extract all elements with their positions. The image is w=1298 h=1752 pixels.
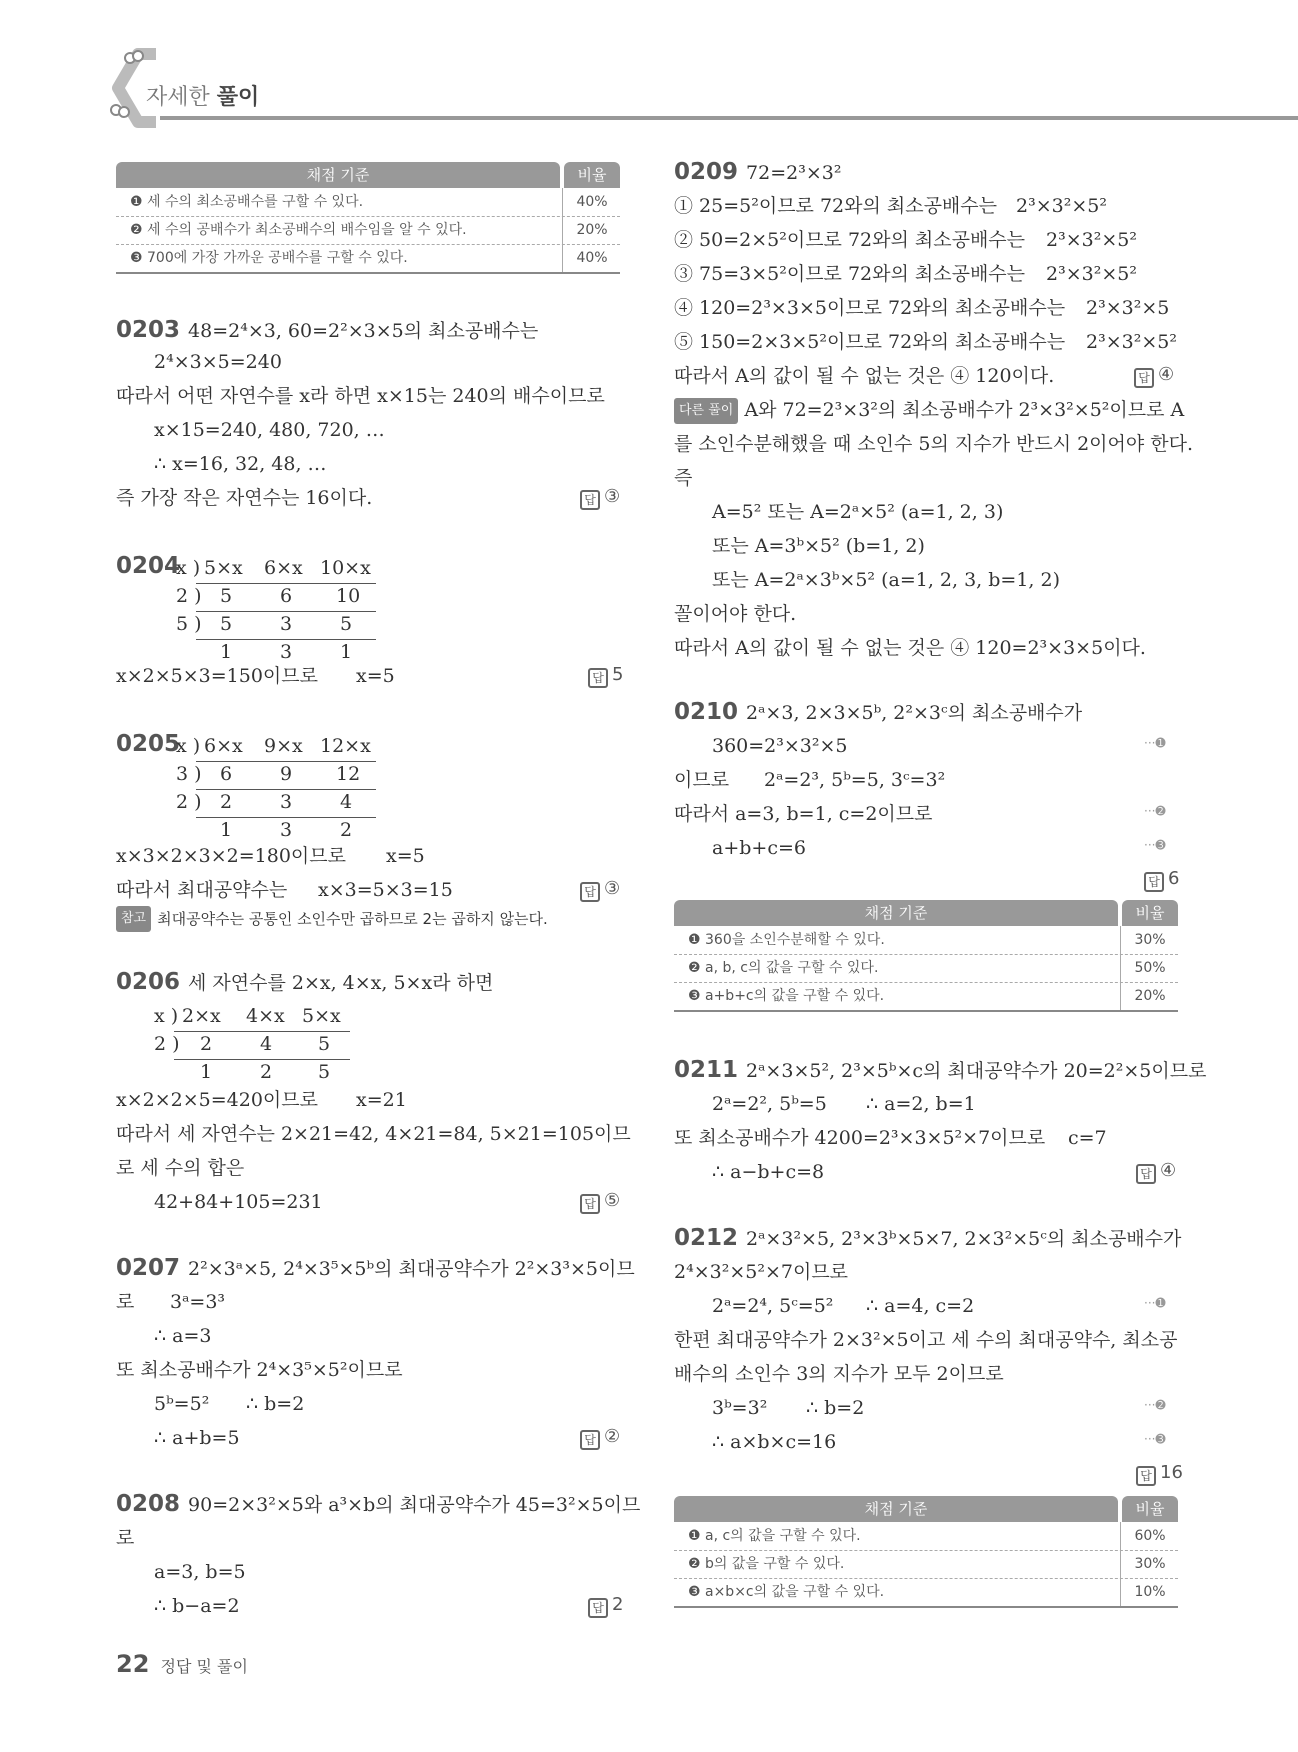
problem-0209-line6: 따라서 A의 값이 될 수 없는 것은 ④ 120이다. bbox=[674, 365, 1055, 387]
problem-0209-option3: ③ 75=3×5²이므로 72와의 최소공배수는 bbox=[674, 263, 1026, 285]
problem-0212-line1: 0212 2ᵃ×3²×5, 2³×3ᵇ×5×7, 2×3²×5ᶜ의 최소공배수가 bbox=[674, 1225, 1182, 1251]
problem-0205-line2: 따라서 최대공약수는 bbox=[116, 879, 288, 901]
step-marker-1: ···➊ bbox=[1144, 1296, 1166, 1310]
division-0204-divisor: 5 ) bbox=[176, 613, 202, 635]
division-0206-cell: 4 bbox=[260, 1033, 273, 1055]
table-header-criteria: 채점 기준 bbox=[674, 1496, 1118, 1522]
step-marker-3: ···➌ bbox=[1144, 838, 1166, 852]
page-footer bbox=[116, 1650, 248, 1678]
problem-0206-line2: 따라서 세 자연수는 2×21=42, 4×21=84, 5×21=105이므 bbox=[116, 1123, 631, 1145]
answer-0205: 답 ③ bbox=[580, 878, 620, 902]
problem-0212-line4: 한편 최대공약수가 2×3²×5이고 세 수의 최대공약수, 최소공 bbox=[674, 1329, 1178, 1351]
footer-label: 정답 및 풀이 bbox=[160, 1657, 248, 1676]
division-0204-cell: 3 bbox=[280, 641, 293, 663]
step-marker-1: ···➊ bbox=[1144, 736, 1166, 750]
problem-0208-line1: 0208 90=2×3²×5와 a³×b의 최대공약수가 45=3²×5이므 bbox=[116, 1491, 641, 1517]
table-divider bbox=[1120, 1522, 1121, 1606]
problem-0211-line3: 또 최소공배수가 4200=2³×3×5²×7이므로 bbox=[674, 1127, 1046, 1149]
division-0205-cell: 9×x bbox=[264, 735, 303, 757]
answer-0206: 답 ⑤ bbox=[580, 1190, 620, 1214]
problem-0206-line3: 로 세 수의 합은 bbox=[116, 1157, 245, 1179]
division-0205-divisor: 3 ) bbox=[176, 763, 202, 785]
division-0206-cell: 2 bbox=[260, 1061, 273, 1083]
problem-0209-option2-result: 2³×3²×5² bbox=[1046, 229, 1137, 251]
answer-0207: 답 ② bbox=[580, 1426, 620, 1450]
division-0204-cell: 5 bbox=[220, 613, 233, 635]
problem-0207-line1: 0207 2²×3ᵃ×5, 2⁴×3⁵×5ᵇ의 최대공약수가 2²×3³×5이므 bbox=[116, 1255, 635, 1281]
problem-0204-number: 0204 bbox=[116, 553, 181, 579]
problem-0212-line3b: ∴ a=4, c=2 bbox=[866, 1295, 975, 1317]
division-0205-cell: 9 bbox=[280, 763, 293, 785]
division-0206-divisor: 2 ) bbox=[154, 1033, 180, 1055]
division-0204-cell: 6 bbox=[280, 585, 293, 607]
problem-0209-option1: ① 25=5²이므로 72와의 최소공배수는 bbox=[674, 195, 997, 217]
problem-0209-alt5: 또는 A=3ᵇ×5² (b=1, 2) bbox=[712, 535, 925, 557]
problem-0206-line0: 0206 세 자연수를 2×x, 4×x, 5×x라 하면 bbox=[116, 969, 494, 995]
page-number: 22 bbox=[116, 1650, 150, 1678]
problem-0204-line1b: x=5 bbox=[356, 665, 395, 687]
problem-0203-line4: x×15=240, 480, 720, … bbox=[154, 419, 385, 441]
page-header bbox=[0, 0, 1298, 150]
division-0204-divisor: 2 ) bbox=[176, 585, 202, 607]
problem-0209-option2: ② 50=2×5²이므로 72와의 최소공배수는 bbox=[674, 229, 1026, 251]
problem-0210-line3: 이므로 bbox=[674, 769, 730, 791]
division-0204-cell: 6×x bbox=[264, 557, 303, 579]
problem-0211-line4: ∴ a−b+c=8 bbox=[712, 1161, 825, 1183]
problem-0210-line3b: 2ᵃ=2³, 5ᵇ=5, 3ᶜ=3² bbox=[764, 769, 946, 791]
problem-0209-alt2: 를 소인수분해했을 때 소인수 5의 지수가 반드시 2이어야 한다. bbox=[674, 433, 1194, 455]
problem-0206-line1b: x=21 bbox=[356, 1089, 407, 1111]
table-header-ratio: 비율 bbox=[1122, 1496, 1178, 1522]
division-0205-cell: 4 bbox=[340, 791, 353, 813]
problem-0210-line2: 360=2³×3²×5 bbox=[712, 735, 848, 757]
grading-table-0210 bbox=[674, 900, 1178, 1012]
division-0205-cell: 2 bbox=[340, 819, 353, 841]
problem-0209-option3-result: 2³×3²×5² bbox=[1046, 263, 1137, 285]
answer-0210: 답 6 bbox=[1144, 868, 1179, 892]
table-header-criteria: 채점 기준 bbox=[116, 162, 560, 188]
division-0204-cell: 5 bbox=[220, 585, 233, 607]
table-row: ❸ a+b+c의 값을 구할 수 있다. 20% bbox=[674, 982, 1178, 1012]
problem-0209-alt6: 또는 A=2ᵃ×3ᵇ×5² (a=1, 2, 3, b=1, 2) bbox=[712, 569, 1060, 591]
problem-0207-line5: 5ᵇ=5² bbox=[154, 1393, 210, 1415]
problem-0207-line3: ∴ a=3 bbox=[154, 1325, 212, 1347]
problem-0205-number: 0205 bbox=[116, 731, 181, 757]
problem-0212-line6: 3ᵇ=3² bbox=[712, 1397, 768, 1419]
division-0206-cell: 5 bbox=[318, 1061, 331, 1083]
answer-0211: 답 ④ bbox=[1136, 1160, 1176, 1184]
division-0206-cell: 1 bbox=[200, 1061, 213, 1083]
division-0206-cell: 2×x bbox=[182, 1005, 221, 1027]
problem-0211-line1: 0211 2ᵃ×3×5², 2³×5ᵇ×c의 최대공약수가 20=2²×5이므로 bbox=[674, 1057, 1207, 1083]
problem-0207-line5b: ∴ b=2 bbox=[246, 1393, 305, 1415]
division-0206-cell: 2 bbox=[200, 1033, 213, 1055]
problem-0203-line3: 따라서 어떤 자연수를 x라 하면 x×15는 240의 배수이므로 bbox=[116, 385, 605, 407]
problem-0208-line2: 로 bbox=[116, 1527, 135, 1549]
division-0205-cell: 2 bbox=[220, 791, 233, 813]
table-row: ❶ a, c의 값을 구할 수 있다. 60% bbox=[674, 1522, 1178, 1551]
division-0205-cell: 3 bbox=[280, 791, 293, 813]
problem-0206-line1: x×2×2×5=420이므로 bbox=[116, 1089, 318, 1111]
division-0205-cell: 12×x bbox=[320, 735, 371, 757]
answer-0212: 답 16 bbox=[1136, 1462, 1183, 1486]
problem-0212-line3: 2ᵃ=2⁴, 5ᶜ=5² bbox=[712, 1295, 834, 1317]
division-0206-cell: 4×x bbox=[246, 1005, 285, 1027]
problem-0204-line1: x×2×5×3=150이므로 bbox=[116, 665, 318, 687]
answer-0208: 답 2 bbox=[588, 1594, 623, 1618]
step-marker-3: ···➌ bbox=[1144, 1432, 1166, 1446]
problem-0209-alt3: 즉 bbox=[674, 467, 693, 489]
division-0204-cell: 5×x bbox=[204, 557, 243, 579]
table-row: ❶ 세 수의 최소공배수를 구할 수 있다. 40% bbox=[116, 188, 620, 217]
table-header-ratio: 비율 bbox=[1122, 900, 1178, 926]
problem-0212-line5: 배수의 소인수 3의 지수가 모두 2이므로 bbox=[674, 1363, 1004, 1385]
problem-0210-line5: a+b+c=6 bbox=[712, 837, 806, 859]
table-row: ❸ a×b×c의 값을 구할 수 있다. 10% bbox=[674, 1578, 1178, 1608]
table-divider bbox=[562, 188, 563, 272]
problem-0212-line7: ∴ a×b×c=16 bbox=[712, 1431, 837, 1453]
problem-0203-line5: ∴ x=16, 32, 48, … bbox=[154, 453, 327, 475]
division-0204-cell: 5 bbox=[340, 613, 353, 635]
note-0205: 참고 최대공약수는 공통인 소인수만 곱하므로 2는 곱하지 않는다. bbox=[116, 906, 548, 932]
problem-0209-alt8: 따라서 A의 값이 될 수 없는 것은 ④ 120=2³×3×5이다. bbox=[674, 637, 1146, 659]
division-0205-cell: 12 bbox=[336, 763, 361, 785]
problem-0209-option5-result: 2³×3²×5² bbox=[1086, 331, 1177, 353]
division-0205-cell: 6 bbox=[220, 763, 233, 785]
problem-0212-line6b: ∴ b=2 bbox=[806, 1397, 865, 1419]
problem-0211-line3b: c=7 bbox=[1068, 1127, 1107, 1149]
division-0206-divisor: x ) bbox=[154, 1005, 179, 1027]
problem-0210-line1: 0210 2ᵃ×3, 2×3×5ᵇ, 2²×3ᶜ의 최소공배수가 bbox=[674, 699, 1083, 725]
problem-0211-line2b: ∴ a=2, b=1 bbox=[866, 1093, 976, 1115]
answer-0209: 답 ④ bbox=[1134, 364, 1174, 388]
problem-0207-line6: ∴ a+b=5 bbox=[154, 1427, 240, 1449]
problem-0203-line2: 2⁴×3×5=240 bbox=[154, 351, 282, 373]
table-row: ❷ 세 수의 공배수가 최소공배수의 배수임을 알 수 있다. 20% bbox=[116, 216, 620, 245]
problem-0209-option1-result: 2³×3²×5² bbox=[1016, 195, 1107, 217]
division-0205-cell: 3 bbox=[280, 819, 293, 841]
division-0204-cell: 1 bbox=[340, 641, 353, 663]
table-row: ❷ a, b, c의 값을 구할 수 있다. 50% bbox=[674, 954, 1178, 983]
problem-0203-line6: 즉 가장 작은 자연수는 16이다. bbox=[116, 487, 373, 509]
problem-0207-line2: 로 bbox=[116, 1291, 135, 1313]
division-0205-cell: 6×x bbox=[204, 735, 243, 757]
problem-0209-line0: 0209 72=2³×3² bbox=[674, 159, 842, 185]
problem-0212-line2: 2⁴×3²×5²×7이므로 bbox=[674, 1261, 849, 1283]
division-0205-divisor: x ) bbox=[176, 735, 201, 757]
step-marker-2: ···➋ bbox=[1144, 1398, 1166, 1412]
chapter-title: 자세한 풀이 bbox=[146, 85, 260, 110]
table-row: ❷ b의 값을 구할 수 있다. 30% bbox=[674, 1550, 1178, 1579]
division-0205-cell: 1 bbox=[220, 819, 233, 841]
division-0206-cell: 5×x bbox=[302, 1005, 341, 1027]
problem-0209-option4-result: 2³×3²×5 bbox=[1086, 297, 1170, 319]
problem-0209-alt1: 다른 풀이 A와 72=2³×3²의 최소공배수가 2³×3²×5²이므로 A bbox=[674, 398, 1184, 424]
answer-0204: 답 5 bbox=[588, 664, 623, 688]
table-header-ratio: 비율 bbox=[564, 162, 620, 188]
problem-0209-option4: ④ 120=2³×3×5이므로 72와의 최소공배수는 bbox=[674, 297, 1066, 319]
problem-0211-line2: 2ᵃ=2², 5ᵇ=5 bbox=[712, 1093, 827, 1115]
division-0204-divisor: x ) bbox=[176, 557, 201, 579]
answer-0203: 답 ③ bbox=[580, 486, 620, 510]
table-row: ❶ 360을 소인수분해할 수 있다. 30% bbox=[674, 926, 1178, 955]
problem-0207-line2b: 3ᵃ=3³ bbox=[170, 1291, 226, 1313]
division-0204-cell: 1 bbox=[220, 641, 233, 663]
table-row: ❸ 700에 가장 가까운 공배수를 구할 수 있다. 40% bbox=[116, 244, 620, 274]
division-0204-cell: 10 bbox=[336, 585, 361, 607]
grading-table-0202 bbox=[116, 162, 620, 274]
division-0206-cell: 5 bbox=[318, 1033, 331, 1055]
problem-0209-alt4: A=5² 또는 A=2ᵃ×5² (a=1, 2, 3) bbox=[712, 501, 1004, 523]
problem-0208-line4: ∴ b−a=2 bbox=[154, 1595, 240, 1617]
table-header-criteria: 채점 기준 bbox=[674, 900, 1118, 926]
division-0204-cell: 10×x bbox=[320, 557, 371, 579]
problem-0209-option5: ⑤ 150=2×3×5²이므로 72와의 최소공배수는 bbox=[674, 331, 1066, 353]
problem-0203-line1: 0203 48=2⁴×3, 60=2²×3×5의 최소공배수는 bbox=[116, 317, 539, 343]
problem-0205-line1b: x=5 bbox=[386, 845, 425, 867]
division-0205-divisor: 2 ) bbox=[176, 791, 202, 813]
header-rule bbox=[160, 116, 1298, 120]
problem-0206-line4: 42+84+105=231 bbox=[154, 1191, 323, 1213]
problem-0207-line4: 또 최소공배수가 2⁴×3⁵×5²이므로 bbox=[116, 1359, 403, 1381]
table-divider bbox=[1120, 926, 1121, 1010]
step-marker-2: ···➋ bbox=[1144, 804, 1166, 818]
problem-0205-line2b: x×3=5×3=15 bbox=[318, 879, 453, 901]
division-0204-cell: 3 bbox=[280, 613, 293, 635]
problem-0208-line3: a=3, b=5 bbox=[154, 1561, 246, 1583]
problem-0210-line4: 따라서 a=3, b=1, c=2이므로 bbox=[674, 803, 933, 825]
problem-0209-alt7: 꼴이어야 한다. bbox=[674, 603, 797, 625]
grading-table-0212 bbox=[674, 1496, 1178, 1608]
problem-0205-line1: x×3×2×3×2=180이므로 bbox=[116, 845, 346, 867]
